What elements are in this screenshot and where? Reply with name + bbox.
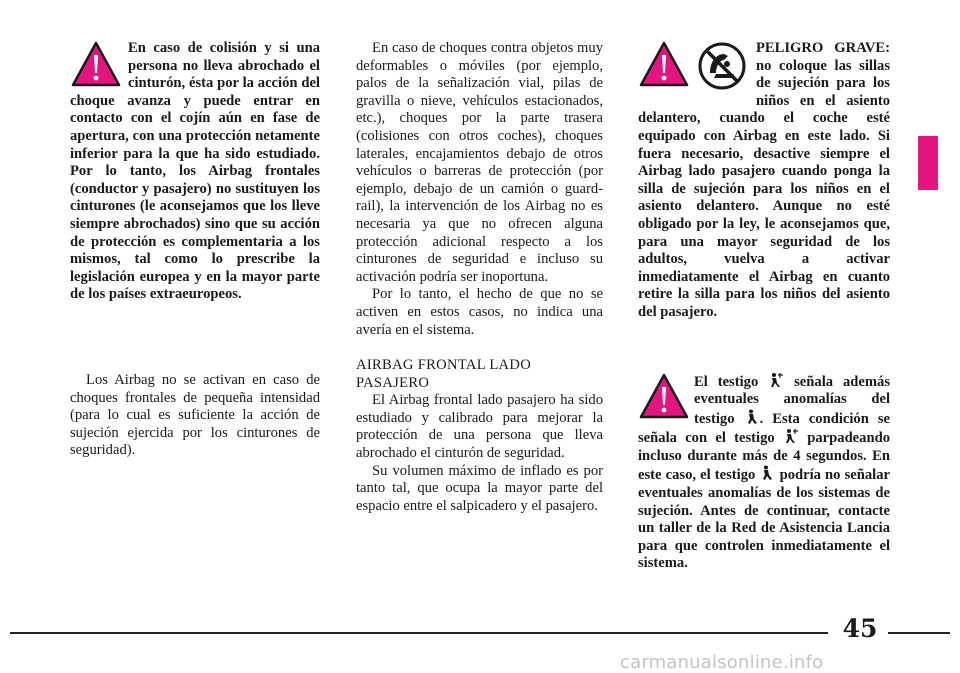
airbag-off-icon (783, 428, 799, 444)
body-paragraph: Su volumen máximo de inflado es por tanto tal, que ocupa la mayor parte del espacio entre el salpicadero y el pasajero. (356, 462, 603, 514)
body-paragraph: Por lo tanto, el hecho de que no se activen en estos casos, no indica una avería en el sistema. (356, 286, 603, 338)
airbag-warning-icon (744, 409, 760, 425)
column-2 (356, 40, 603, 515)
body-paragraph: En caso de choques contra objetos muy deformables o móviles (por ejemplo, palos de la señalización vial, pilas de gravilla o nieve, vehículos estacionados, etc.), choques por la parte trasera (colisiones con otros coches), choques laterales, encajamientos debajo de otros vehículos o barreras de protección (por ejemplo, debajo de un camión o guard-rail), la intervención de los Airbag no es necesaria ya que no ofrecen alguna protección adicional respecto a los cinturones de seguridad e incluso su activación podría ser inoportuna. (356, 40, 603, 285)
page-number: 45 (842, 614, 878, 643)
section-heading: AIRBAG FRONTAL LADO PASAJERO (356, 357, 532, 391)
warning-light-note: El testigo señala además eventuales anomalías del testigo . Esta condición se señala con el testigo parpadeando incluso durante más de 4 segundos. En este caso, el testigo podría no señalar eventuales anomalías de los sistemas de sujeción. Antes de continuar, contacte un taller de la Red de Asistencia Lancia para que controlen inmediatamente el sistema. (638, 373, 891, 572)
column-1 (70, 40, 320, 460)
warning-triangle-icon (638, 40, 690, 88)
body-paragraph: Los Airbag no se activan en caso de choques frontales de pequeña intensidad (para lo cual es suficiente la acción de sujeción ejercida por los cinturones de seguridad). (70, 371, 320, 459)
no-child-seat-icon (694, 40, 750, 92)
body-paragraph: El Airbag frontal lado pasajero ha sido estudiado y calibrado para mejorar la protección de una persona que lleva abrochado el cinturón de seguridad. (356, 392, 603, 462)
danger-warning: PELIGRO GRAVE: no coloque las sillas de sujeción para los niños en el asiento delantero, cuando el coche esté equipado con Airbag en este lado. Si fuera necesario, desactive siempre el Airbag lado pasajero cuando ponga la silla de sujeción para los niños en el asiento delantero. Aunque no esté obligado por la ley, le aconsejamos que, para una mayor seguridad de los adultos, vuelva a activar inmediatamente el Airbag en cuanto retire la silla para los niños del asiento del pasajero. (638, 40, 890, 320)
airbag-warning-icon (759, 465, 775, 481)
footer-rule-left (10, 632, 828, 634)
warning-triangle-icon (70, 40, 122, 88)
section-tab (918, 136, 938, 190)
column-3 (638, 40, 890, 573)
warning-triangle-icon (638, 372, 690, 420)
collision-warning: En caso de colisión y si una persona no lleva abrochado el cinturón, ésta por la acción del choque avanza y puede entrar en contacto con el cojín aún en fase de apertura, con una protección netamente inferior para la que ha sido estudiado. Por lo tanto, los Airbag frontales (conductor y pasajero) no sustituyen los cinturones (le aconsejamos que los lleve siempre abrochados) sino que su acción de protección es complementaria a los mismos, tal como lo prescribe la legislación europea y en la mayor parte de los países extraeuropeos. (70, 40, 320, 303)
watermark: carmanualsonline.info (620, 652, 824, 673)
footer-rule-right (888, 632, 950, 634)
airbag-off-icon (768, 372, 784, 388)
